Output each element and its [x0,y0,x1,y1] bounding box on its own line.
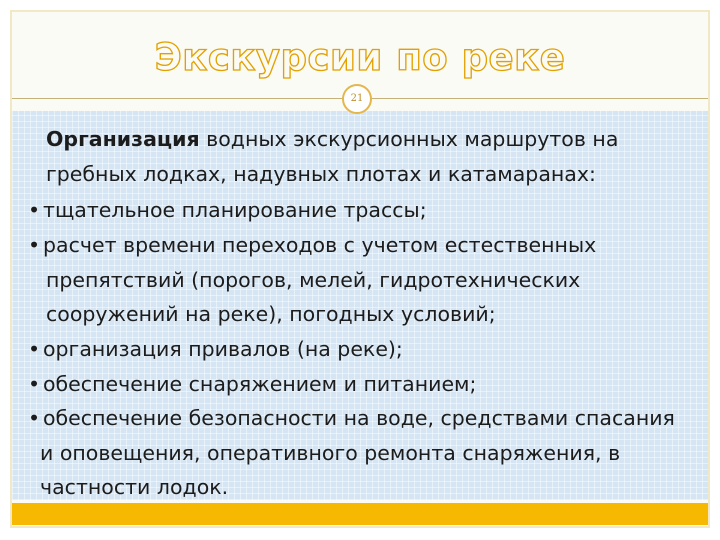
bullet-item-2 [28,233,596,257]
bullet-2-text-line-3: сооружений на реке), погодных условий; [46,302,496,326]
bullet-marker: • [28,337,41,361]
page-number-badge: 21 [342,84,372,114]
intro-line-2: гребных лодках, надувных плотах и катамаранах: [46,162,596,186]
intro-line-1-rest: водных экскурсионных маршрутов на [199,127,619,151]
intro-lead: Организация [46,127,200,151]
bullet-3-text: организация привалов (на реке); [43,337,403,361]
bullet-1-text: тщательное планирование трассы; [43,198,427,222]
bullet-item-1 [28,198,427,222]
bullet-5-text-line-3: частности лодок. [40,475,229,499]
intro-line-1 [46,127,618,151]
bullet-marker: • [28,406,41,430]
bullet-2-text-line-1: расчет времени переходов с учетом естественных [43,233,597,257]
bullet-marker: • [28,372,41,396]
bullet-marker: • [28,233,41,257]
bottom-accent-bar [12,503,708,525]
slide-title: Экскурсии по реке [154,36,566,79]
bullet-item-4 [28,372,476,396]
bullet-5-text-line-2: и оповещения, оперативного ремонта снаряжения, в [40,441,621,465]
bullet-marker: • [28,198,41,222]
bullet-item-3 [28,337,403,361]
bullet-4-text: обеспечение снаряжением и питанием; [43,372,477,396]
bullet-item-5 [28,406,675,430]
bullet-5-text-line-1: обеспечение безопасности на воде, средствами спасания [43,406,675,430]
bullet-2-text-line-2: препятствий (порогов, мелей, гидротехнических [46,268,581,292]
